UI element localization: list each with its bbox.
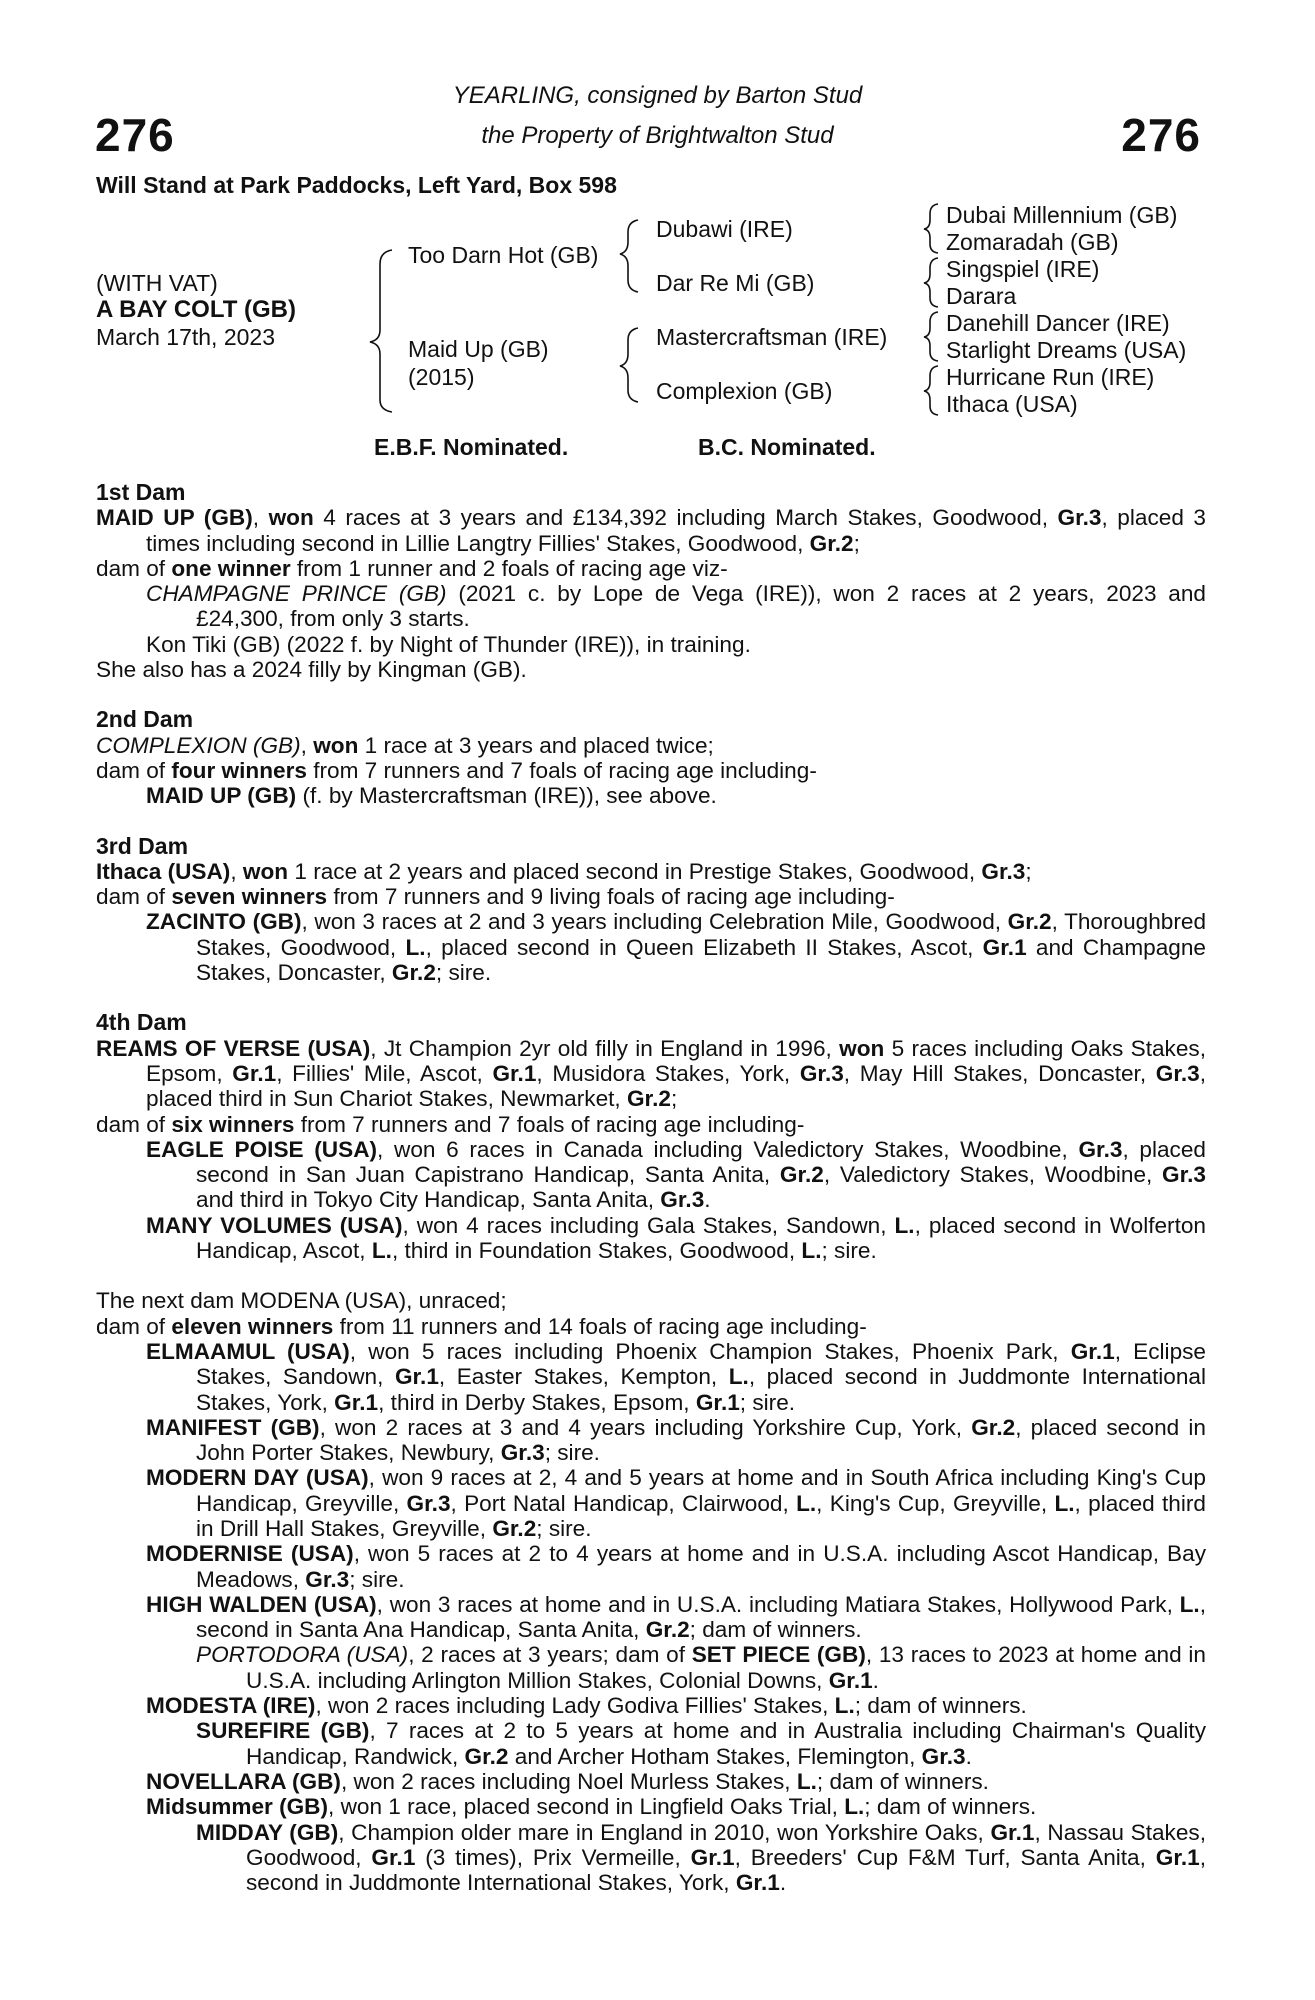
- main-brace: [370, 250, 392, 412]
- winners-count: eleven winners: [171, 1313, 334, 1339]
- text: , placed second in Juddmonte International Stakes, York,: [196, 1364, 1206, 1415]
- text: ; dam of winners.: [689, 1617, 862, 1643]
- grade: Gr.3: [1162, 1162, 1206, 1188]
- grade: Gr.1: [334, 1389, 379, 1415]
- grade: Gr.1: [695, 1389, 740, 1415]
- produce-entry: [96, 783, 1206, 808]
- first-dam-entry: MAID UP (GB), won 4 races at 3 years and £134,392 including March Stakes, Goodwood, Gr.3, placed 3 times including second in Lillie Langtry Fillies' Stakes, Goodwood, Gr.2;: [96, 505, 1206, 556]
- text: , third in Derby Stakes, Epsom,: [378, 1389, 696, 1415]
- text: and third in Tokyo City Handicap, Santa Anita,: [196, 1187, 661, 1213]
- text: , 13 races to 2023 at home and in U.S.A. including Arlington Million Stakes, Colonial Downs,: [246, 1642, 1206, 1693]
- ggp-brace-2: [924, 258, 938, 307]
- text: and Champagne Stakes, Doncaster,: [196, 934, 1207, 986]
- sire-dam: Dar Re Mi (GB): [656, 270, 815, 296]
- grade: L.: [834, 1693, 855, 1719]
- text: , Musidora Stakes, York,: [536, 1060, 800, 1086]
- text: , Port Natal Handicap, Clairwood,: [450, 1490, 797, 1516]
- text: , placed second in Wolferton Handicap, Ascot,: [196, 1212, 1206, 1264]
- grade: Gr.1: [735, 1870, 780, 1896]
- text: from 1 runner and 2 foals of racing age viz-: [290, 555, 728, 581]
- text: , Breeders' Cup F&M Turf, Santa Anita,: [734, 1844, 1156, 1870]
- text: ; sire.: [349, 1566, 405, 1592]
- produce-entry: [96, 909, 1206, 985]
- text: , placed 3 times including second in Lillie Langtry Fillies' Stakes, Goodwood,: [146, 505, 1206, 556]
- fourth-dam-produce: [96, 1112, 1206, 1137]
- produce-entry: [96, 1820, 1206, 1896]
- grade: Gr.1: [1070, 1338, 1115, 1364]
- produce-entry: [96, 1718, 1206, 1769]
- produce-entry: [96, 1339, 1206, 1415]
- text: ; sire.: [435, 960, 492, 986]
- ggp-6: Starlight Dreams (USA): [946, 337, 1187, 363]
- horse-name: COMPLEXION (GB): [96, 732, 301, 758]
- grade: Gr.2: [626, 1086, 671, 1112]
- horse-name: Ithaca (USA): [96, 858, 231, 884]
- ggp-1: Dubai Millennium (GB): [946, 202, 1178, 228]
- grade: Gr.1: [1155, 1844, 1200, 1870]
- grade: L.: [405, 934, 426, 960]
- winners-count: six winners: [171, 1111, 295, 1137]
- horse-name: ZACINTO (GB): [146, 909, 302, 935]
- horse-name: Midsummer (GB): [146, 1794, 329, 1820]
- text: , placed second in San Juan Capistrano Handicap, Santa Anita,: [196, 1136, 1206, 1188]
- consignor-line: YEARLING, consigned by Barton Stud: [452, 82, 863, 109]
- dam-text: [96, 480, 1206, 1895]
- text: ; dam of winners.: [854, 1693, 1027, 1719]
- winners-count: four winners: [171, 757, 307, 783]
- produce-entry: [96, 1693, 1206, 1718]
- text: , won 2 races including Noel Murless Stakes,: [340, 1768, 797, 1794]
- grade: Gr.1: [394, 1364, 439, 1390]
- text: , King's Cup, Greyville,: [816, 1490, 1055, 1516]
- lot-number-left: 276: [95, 109, 175, 161]
- ggp-2: Zomaradah (GB): [946, 229, 1119, 255]
- third-dam-produce: [96, 884, 1206, 909]
- grade: L.: [1054, 1490, 1075, 1516]
- text: , won 3 races at home and in U.S.A. including Matiara Stakes, Hollywood Park,: [376, 1591, 1180, 1617]
- grade: Gr.2: [645, 1617, 690, 1643]
- ggp-brace-4: [924, 366, 938, 415]
- produce-entry: [96, 1769, 1206, 1794]
- text: dam of: [96, 1111, 172, 1137]
- grade: Gr.1: [990, 1819, 1035, 1845]
- next-dam-heading: The next dam MODENA (USA), unraced;: [96, 1288, 507, 1314]
- text: .: [965, 1743, 972, 1769]
- produce-entry: [96, 1642, 1206, 1693]
- grade: Gr.3: [981, 858, 1026, 884]
- text: ;: [670, 1086, 678, 1112]
- text: , placed second in Queen Elizabeth II Stakes, Ascot,: [425, 934, 983, 960]
- produce-entry: [96, 1592, 1206, 1643]
- grade: L.: [844, 1794, 865, 1820]
- won-word: won: [268, 505, 314, 531]
- text: , won 9 races at 2, 4 and 5 years at home and in South Africa including King's Cup Handicap, Greyville,: [196, 1465, 1206, 1516]
- grade: Gr.2: [779, 1162, 824, 1188]
- dam-year: (2015): [408, 364, 475, 390]
- text: ; dam of winners.: [816, 1768, 989, 1794]
- horse-name: PORTODORA (USA): [196, 1642, 409, 1668]
- text: , second in Santa Ana Handicap, Santa Anita,: [196, 1591, 1206, 1643]
- horse-name: MODESTA (IRE): [146, 1693, 316, 1719]
- third-dam-heading: 3rd Dam: [96, 832, 189, 859]
- grade: Gr.1: [232, 1060, 277, 1086]
- text: dam of: [96, 1313, 172, 1339]
- produce-entry: [96, 1137, 1206, 1213]
- horse-name: SUREFIRE (GB): [196, 1718, 370, 1744]
- horse-name: NOVELLARA (GB): [146, 1768, 341, 1794]
- next-dam-produce: [96, 1314, 1206, 1339]
- text: , won 2 races including Lady Godiva Fillies' Stakes,: [315, 1693, 835, 1719]
- sire-sire: Dubawi (IRE): [656, 216, 793, 242]
- text: 1 race at 2 years and placed second in Prestige Stakes, Goodwood,: [288, 858, 982, 884]
- produce-note: She also has a 2024 filly by Kingman (GB).: [96, 657, 527, 683]
- ggp-7: Hurricane Run (IRE): [946, 364, 1155, 390]
- horse-name: MODERNISE (USA): [146, 1541, 354, 1567]
- won-word: won: [839, 1035, 885, 1061]
- sire-brace: [620, 220, 638, 292]
- ggp-5: Danehill Dancer (IRE): [946, 310, 1170, 336]
- text: , Fillies' Mile, Ascot,: [276, 1060, 493, 1086]
- text: ; sire.: [821, 1238, 877, 1264]
- horse-name: MAID UP (GB): [146, 783, 297, 809]
- ggp-brace-1: [924, 204, 938, 253]
- produce-entry: [96, 1794, 1206, 1819]
- first-dam-heading: 1st Dam: [96, 479, 186, 505]
- lot-name: A BAY COLT (GB): [96, 296, 297, 323]
- ggp-4: Darara: [946, 283, 1017, 309]
- text: , won 6 races in Canada including Valedictory Stakes, Woodbine,: [377, 1136, 1079, 1162]
- text: , placed third in Drill Hall Stakes, Greyville,: [196, 1490, 1206, 1541]
- second-dam-produce: [96, 758, 1206, 783]
- winners-count: one winner: [171, 555, 291, 581]
- text: , won 2 races at 3 and 4 years including Yorkshire Cup, York,: [319, 1414, 972, 1440]
- produce-entry: [96, 581, 1206, 632]
- horse-name: HIGH WALDEN (USA): [146, 1591, 377, 1617]
- ggp-3: Singspiel (IRE): [946, 256, 1100, 282]
- text: (3 times), Prix Vermeille,: [415, 1844, 691, 1870]
- text: from 7 runners and 7 foals of racing age including-: [306, 757, 817, 783]
- ebf-nomination: E.B.F. Nominated.: [374, 434, 569, 460]
- horse-name: REAMS OF VERSE (USA): [96, 1035, 371, 1061]
- text: from 11 runners and 14 foals of racing age including-: [333, 1313, 867, 1339]
- text: , won 1 race, placed second in Lingfield Oaks Trial,: [328, 1794, 845, 1820]
- text: 1 race at 3 years and placed twice;: [358, 732, 714, 758]
- produce-entry: [96, 1541, 1206, 1592]
- horse-name: MIDDAY (GB): [196, 1819, 339, 1845]
- text: .: [872, 1667, 879, 1693]
- vat-label: (WITH VAT): [96, 270, 218, 296]
- dam-dam: Complexion (GB): [656, 378, 833, 404]
- text: (f. by Mastercraftsman (IRE)), see above.: [296, 783, 717, 809]
- text: ; sire.: [536, 1515, 592, 1541]
- text: , 2 races at 3 years; dam of: [408, 1642, 692, 1668]
- text: and Archer Hotham Stakes, Flemington,: [508, 1743, 922, 1769]
- dam-brace: [620, 328, 638, 402]
- bc-nomination: B.C. Nominated.: [698, 434, 876, 460]
- grade: L.: [894, 1212, 915, 1238]
- fourth-dam-entry: [96, 1036, 1206, 1112]
- text: ,: [300, 732, 314, 758]
- text: , won 5 races at 2 to 4 years at home and in U.S.A. including Ascot Handicap, Bay Meadows,: [196, 1541, 1206, 1592]
- second-dam-entry: [96, 733, 1206, 758]
- horse-name: MANY VOLUMES (USA): [146, 1212, 403, 1238]
- grade: L.: [796, 1490, 817, 1516]
- grade: Gr.1: [828, 1667, 873, 1693]
- first-dam-produce: [96, 556, 1206, 581]
- text: , Eclipse Stakes, Sandown,: [196, 1338, 1206, 1390]
- horse-name: ELMAAMUL (USA): [146, 1338, 350, 1364]
- text: ,: [230, 858, 243, 884]
- won-word: won: [313, 732, 359, 758]
- text: ; sire.: [544, 1440, 600, 1466]
- grade: Gr.3: [305, 1566, 350, 1592]
- ggp-8: Ithaca (USA): [946, 391, 1078, 417]
- grade: Gr.3: [406, 1490, 451, 1516]
- text: .: [704, 1187, 711, 1213]
- grade: L.: [728, 1364, 749, 1390]
- produce-entry: [96, 1415, 1206, 1466]
- text: 4 races at 3 years and £134,392 including March Stakes, Goodwood,: [313, 505, 1058, 531]
- grade: L.: [1179, 1591, 1200, 1617]
- text: , Easter Stakes, Kempton,: [438, 1364, 729, 1390]
- text: , second in Juddmonte International Stakes, York,: [246, 1844, 1206, 1896]
- text: , Thoroughbred Stakes, Goodwood,: [196, 909, 1207, 960]
- text: 5 races including Oaks Stakes, Epsom,: [146, 1035, 1206, 1086]
- text: , won 4 races including Gala Stakes, Sandown,: [402, 1212, 895, 1238]
- text: (2021 c. by Lope de Vega (IRE)), won 2 races at 2 years, 2023 and £24,300, from only 3 starts.: [196, 581, 1206, 632]
- text: , Valedictory Stakes, Woodbine,: [823, 1162, 1163, 1188]
- grade: Gr.2: [391, 960, 436, 986]
- dam: Maid Up (GB): [408, 336, 549, 362]
- winners-count: seven winners: [171, 884, 328, 910]
- text: dam of: [96, 884, 172, 910]
- grade: L.: [801, 1238, 822, 1264]
- foaling-date: March 17th, 2023: [96, 324, 276, 350]
- produce-entry: [96, 1213, 1206, 1264]
- text: , Champion older mare in England in 2010, won Yorkshire Oaks,: [338, 1819, 991, 1845]
- text: ; dam of winners.: [864, 1794, 1037, 1820]
- sire: Too Darn Hot (GB): [408, 242, 599, 268]
- grade: Gr.3: [660, 1187, 705, 1213]
- produce-entry: [96, 1465, 1206, 1541]
- text: , placed third in Sun Chariot Stakes, Newmarket,: [146, 1060, 1207, 1112]
- fourth-dam-heading: 4th Dam: [96, 1009, 187, 1036]
- text: , placed second in John Porter Stakes, Newbury,: [196, 1414, 1206, 1466]
- stand-location: Will Stand at Park Paddocks, Left Yard, Box 598: [96, 172, 617, 198]
- grade: Gr.3: [1057, 505, 1102, 531]
- grade: Gr.2: [492, 1515, 537, 1541]
- text: , May Hill Stakes, Doncaster,: [843, 1060, 1156, 1086]
- text: .: [779, 1870, 787, 1896]
- horse-name: EAGLE POISE (USA): [146, 1136, 378, 1162]
- grade: L.: [371, 1238, 392, 1264]
- produce-entry: Kon Tiki (GB) (2022 f. by Night of Thunder (IRE)), in training.: [146, 631, 751, 657]
- horse-name: MAID UP (GB): [96, 505, 253, 531]
- grade: Gr.3: [799, 1060, 844, 1086]
- text: dam of: [96, 555, 172, 581]
- text: , Jt Champion 2yr old filly in England in 1996,: [370, 1035, 840, 1061]
- grade: Gr.1: [690, 1844, 735, 1870]
- grade: Gr.3: [1078, 1136, 1123, 1162]
- lot-number-right: 276: [1121, 109, 1201, 161]
- grade: Gr.3: [1155, 1060, 1200, 1086]
- text: ;: [1025, 858, 1032, 884]
- text: from 7 runners and 7 foals of racing age including-: [294, 1111, 805, 1137]
- text: , Nassau Stakes, Goodwood,: [246, 1819, 1206, 1870]
- horse-name: MODERN DAY (USA): [146, 1465, 369, 1491]
- horse-name: SET PIECE (GB): [691, 1642, 866, 1668]
- grade: Gr.2: [464, 1743, 509, 1769]
- text: , 7 races at 2 to 5 years at home and in Australia including Chairman's Quality Handicap, Randwick,: [246, 1718, 1207, 1769]
- won-word: won: [242, 858, 289, 884]
- third-dam-entry: [96, 859, 1206, 884]
- grade: Gr.2: [1007, 909, 1052, 935]
- ggp-brace-3: [924, 312, 938, 361]
- dam-sire: Mastercraftsman (IRE): [656, 324, 888, 350]
- grade: Gr.3: [500, 1440, 545, 1466]
- grade: Gr.3: [921, 1743, 966, 1769]
- second-dam-heading: 2nd Dam: [96, 706, 194, 733]
- grade: Gr.1: [982, 934, 1027, 960]
- text: ;: [853, 530, 860, 556]
- text: , won 3 races at 2 and 3 years including Celebration Mile, Goodwood,: [301, 909, 1008, 935]
- text: from 7 runners and 9 living foals of racing age including-: [327, 884, 895, 910]
- grade: Gr.2: [971, 1414, 1016, 1440]
- grade: L.: [796, 1768, 817, 1794]
- grade: Gr.1: [492, 1060, 537, 1086]
- text: , third in Foundation Stakes, Goodwood,: [391, 1238, 802, 1264]
- text: ; sire.: [739, 1389, 796, 1415]
- property-line: the Property of Brightwalton Stud: [481, 122, 834, 149]
- horse-name: CHAMPAGNE PRINCE (GB): [146, 581, 447, 607]
- text: , won 5 races including Phoenix Champion Stakes, Phoenix Park,: [349, 1338, 1071, 1364]
- grade: Gr.2: [809, 530, 854, 556]
- horse-name: MANIFEST (GB): [146, 1414, 320, 1440]
- text: dam of: [96, 757, 172, 783]
- grade: Gr.1: [371, 1844, 416, 1870]
